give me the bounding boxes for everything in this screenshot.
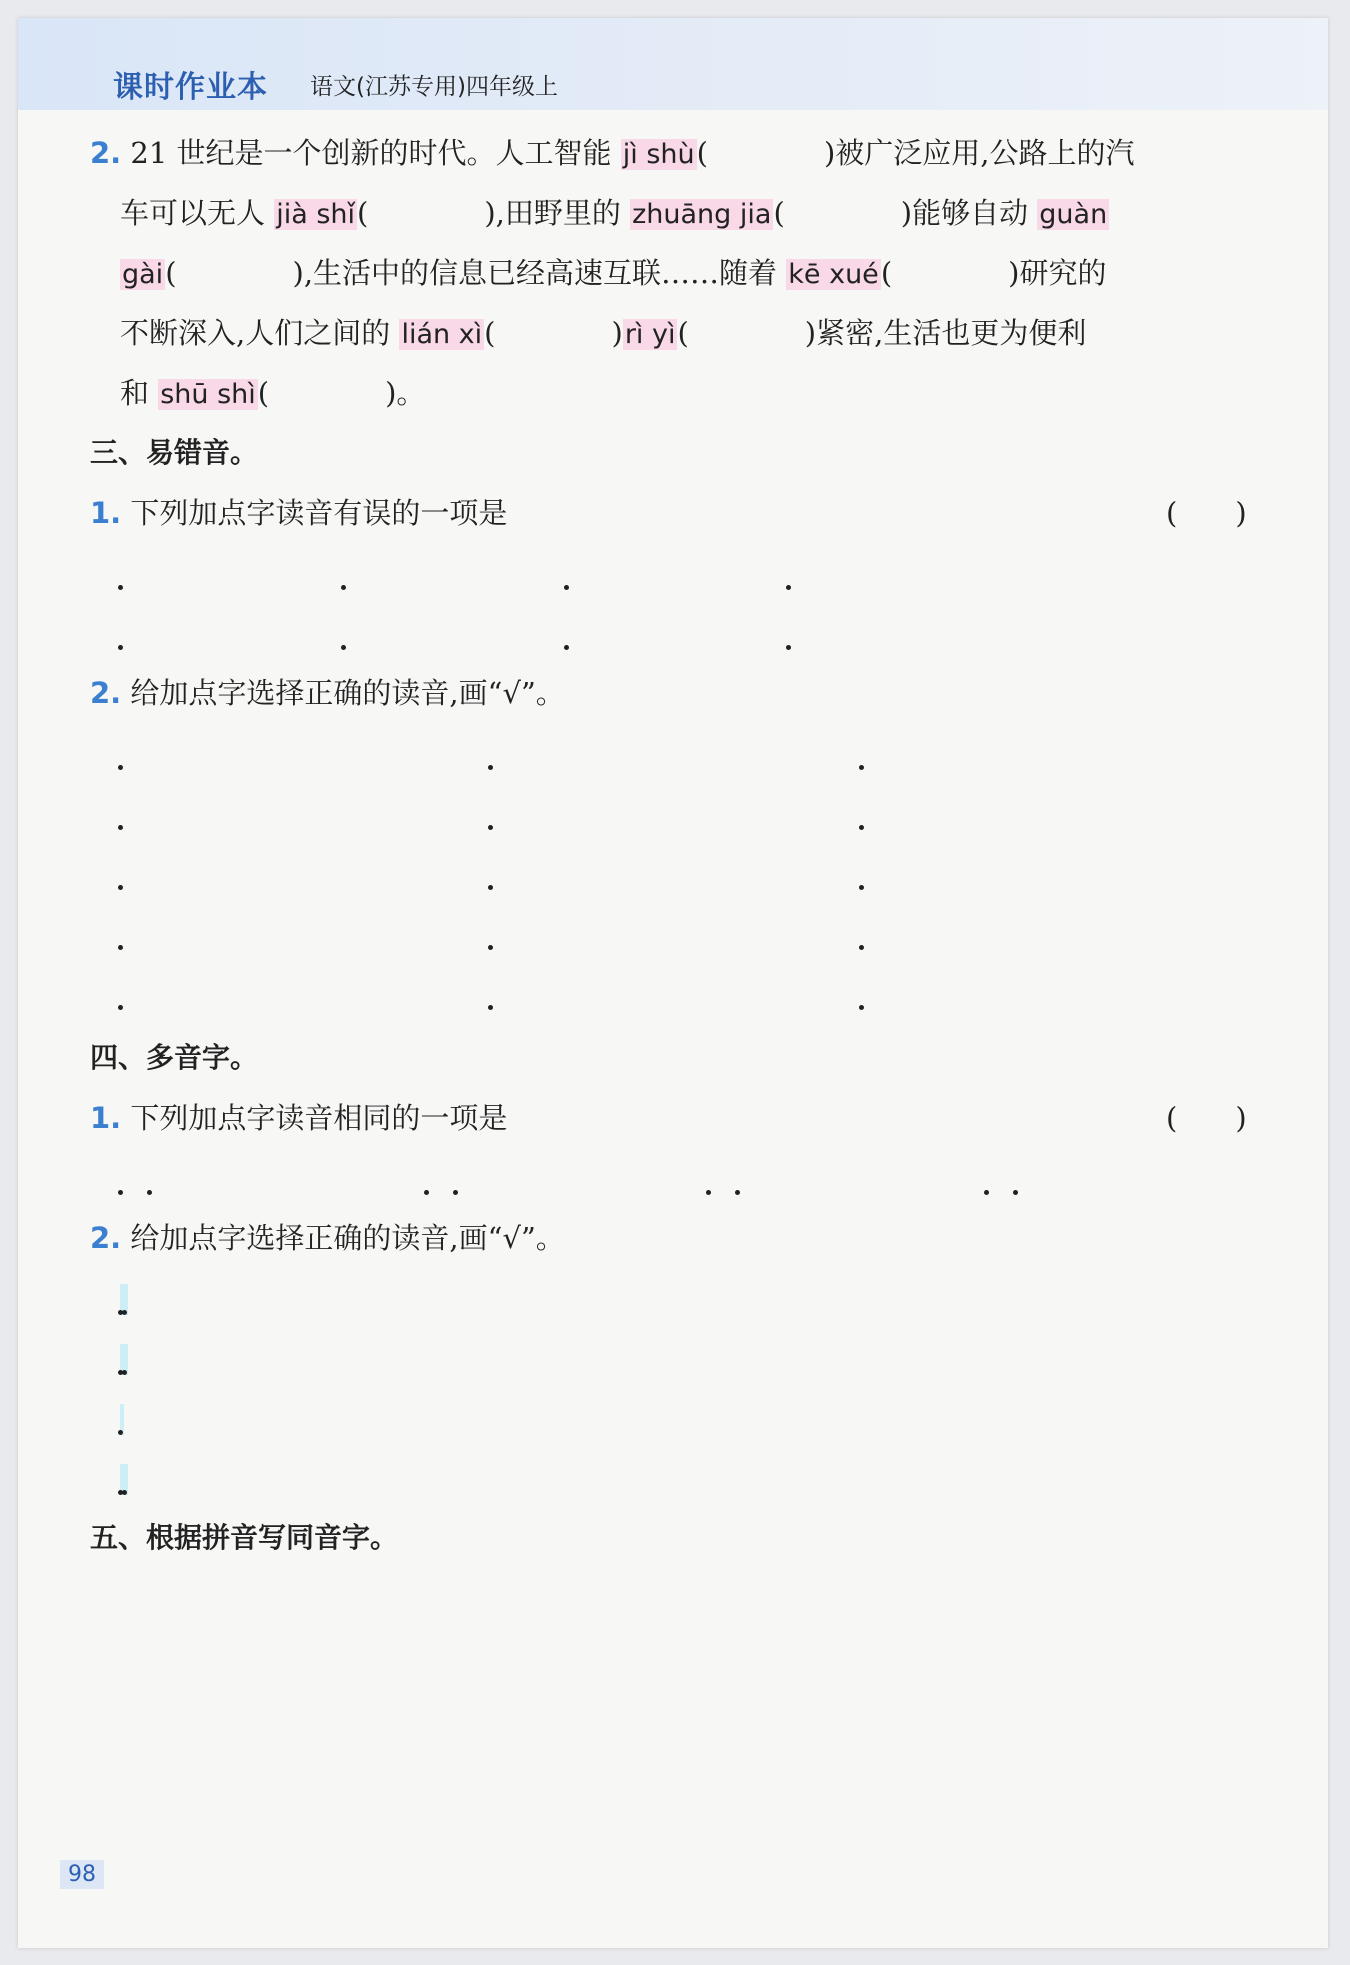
q2-line-3 <box>120 253 1106 295</box>
s3-q1-answer-paren[interactable]: ( ) <box>1166 496 1247 530</box>
brand-title: 课时作业本 <box>113 70 268 105</box>
q2-line-2: 车可以无人 jià shǐ( ),田野里的 zhuāng jia( )能够自动 guàn <box>120 196 1108 230</box>
blank-lianxi[interactable]: ( ) <box>484 316 623 350</box>
s4-q1-answer-paren[interactable]: ( ) <box>1166 1101 1247 1135</box>
book-subtitle: 语文(江苏专用)四年级上 <box>310 74 558 100</box>
s4-option <box>426 1158 455 1198</box>
blank-jiashi[interactable]: ( ),田野里的 <box>357 196 631 230</box>
section-5-title: 五、根据拼音写同音字。 <box>90 1521 399 1554</box>
blank-kexue[interactable]: ( )研究的 <box>880 256 1107 290</box>
page-header <box>18 18 1328 110</box>
s4-option <box>120 1158 149 1198</box>
s3-q2: 2. 给加点字选择正确的读音,画“√”。 <box>90 676 565 710</box>
pinyin-jiashi: jià shǐ <box>276 199 356 230</box>
pinyin-riyi: rì yì <box>624 319 676 350</box>
s4-q2: 2. 给加点字选择正确的读音,画“√”。 <box>90 1221 565 1255</box>
s3-q1: 1. 下列加点字读音有误的一项是 <box>90 496 508 530</box>
page-number: 98 <box>60 1860 104 1889</box>
q2-line-1: 2. 21 世纪是一个创新的时代。人工智能 jì shù( )被广泛应用,公路上的汽 <box>90 136 1135 170</box>
pinyin-shushi: shū shì <box>160 379 256 410</box>
pinyin-lianxi: lián xì <box>401 319 483 350</box>
s4-sentence <box>120 1278 128 1320</box>
pinyin-jishu: jì shù <box>622 139 695 170</box>
blank-shushi[interactable]: ( )。 <box>257 376 426 410</box>
section-3-title: 三、易错音。 <box>90 436 259 469</box>
s4-sentence <box>120 1338 128 1380</box>
q2-line-4: 不断深入,人们之间的 lián xì( )rì yì( )紧密,生活也更为便利 <box>120 316 1087 350</box>
s4-option <box>986 1158 1015 1198</box>
blank-jishu[interactable]: ( )被广泛应用,公路上的汽 <box>696 136 1135 170</box>
workbook-page <box>18 18 1328 1948</box>
section-4-title: 四、多音字。 <box>90 1041 259 1074</box>
blank-guangai[interactable]: ( ),生活中的信息已经高速互联……随着 <box>165 256 787 290</box>
blank-riyi[interactable]: ( )紧密,生活也更为便利 <box>677 316 1087 350</box>
q2-line-5: 和 shū shì( )。 <box>120 376 426 410</box>
s4-sentence <box>120 1458 128 1500</box>
pinyin-zhuangjia: zhuāng jia <box>632 199 772 230</box>
s4-option <box>708 1158 737 1198</box>
pinyin-gai: gài <box>122 259 164 290</box>
s4-q1: 1. 下列加点字读音相同的一项是 <box>90 1101 508 1135</box>
s4-sentence <box>120 1398 124 1440</box>
pinyin-kexue: kē xué <box>788 259 879 290</box>
pinyin-guan: guàn <box>1039 199 1108 230</box>
blank-zhuangjia[interactable]: ( )能够自动 <box>773 196 1038 230</box>
